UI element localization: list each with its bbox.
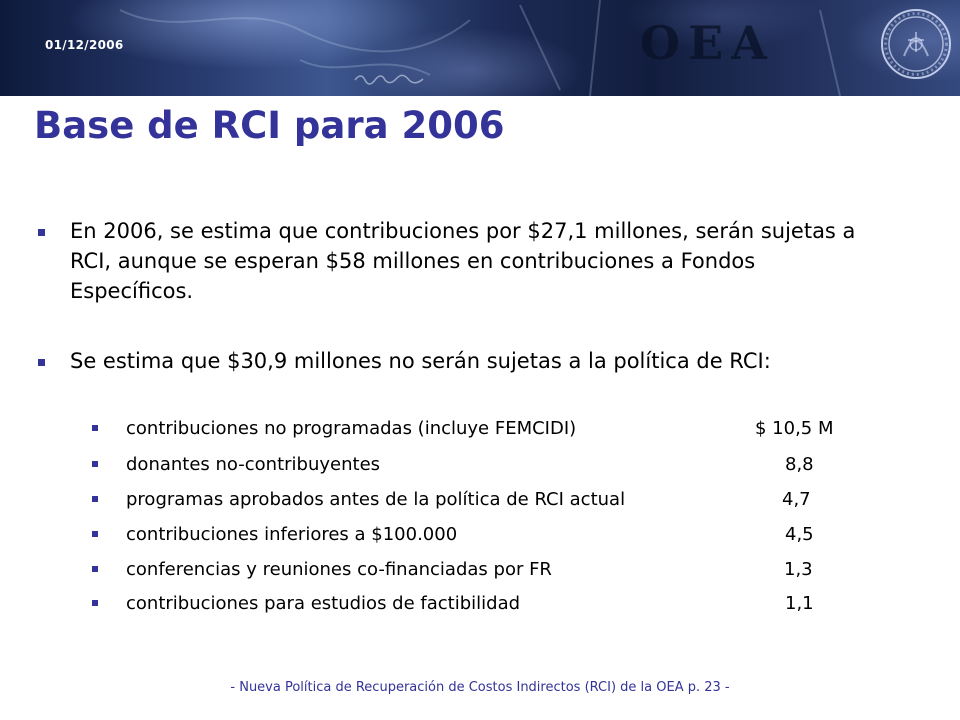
sub-item-value: 4,5: [785, 524, 814, 545]
sub-bullet-marker: [92, 531, 98, 537]
sub-item-label: conferencias y reuniones co-financiadas por FR: [126, 559, 552, 580]
sub-item-label: contribuciones no programadas (incluye FEMCIDI): [126, 418, 577, 439]
sub-item-value: 1,3: [784, 559, 813, 580]
slide-footer: - Nueva Política de Recuperación de Costos Indirectos (RCI) de la OEA p. 23 -: [230, 680, 730, 695]
sub-bullet-marker: [92, 566, 98, 572]
sub-item-value: 4,7: [782, 489, 811, 510]
bullet-text: En 2006, se estima que contribuciones por $27,1 millones, serán sujetas a RCI, aunque se esperan $58 millones en contribuciones a Fondos Específicos.: [70, 219, 856, 303]
texture-stroke: [300, 60, 430, 75]
banner-texture: [0, 0, 960, 96]
texture-stroke: [120, 10, 470, 51]
sub-item-label: contribuciones para estudios de factibilidad: [126, 593, 521, 614]
sub-item-label: contribuciones inferiores a $100.000: [126, 524, 458, 545]
texture-stroke: [590, 0, 600, 96]
oea-seal-icon: [878, 6, 954, 82]
sub-item-value: $ 10,5 M: [755, 418, 834, 439]
header-banner: [0, 0, 960, 96]
signature-scribble: [355, 75, 423, 84]
sub-item-value: 1,1: [785, 593, 814, 614]
slide-title: Base de RCI para 2006: [34, 104, 505, 147]
sub-bullet-marker: [92, 425, 98, 431]
bullet-text: Se estima que $30,9 millones no serán sujetas a la política de RCI:: [70, 349, 771, 373]
bullet-marker: [38, 229, 45, 236]
bullet-marker: [38, 359, 45, 366]
sub-item-label: donantes no-contribuyentes: [126, 454, 381, 475]
oea-logo-text: OEA: [640, 16, 775, 70]
sub-bullet-marker: [92, 461, 98, 467]
sub-bullet-marker: [92, 496, 98, 502]
sub-item-label: programas aprobados antes de la política de RCI actual: [126, 489, 626, 510]
texture-stroke: [520, 5, 560, 90]
sub-item-value: 8,8: [785, 454, 814, 475]
slide-date: 01/12/2006: [45, 38, 124, 52]
sub-bullet-marker: [92, 600, 98, 606]
texture-stroke: [820, 10, 840, 96]
